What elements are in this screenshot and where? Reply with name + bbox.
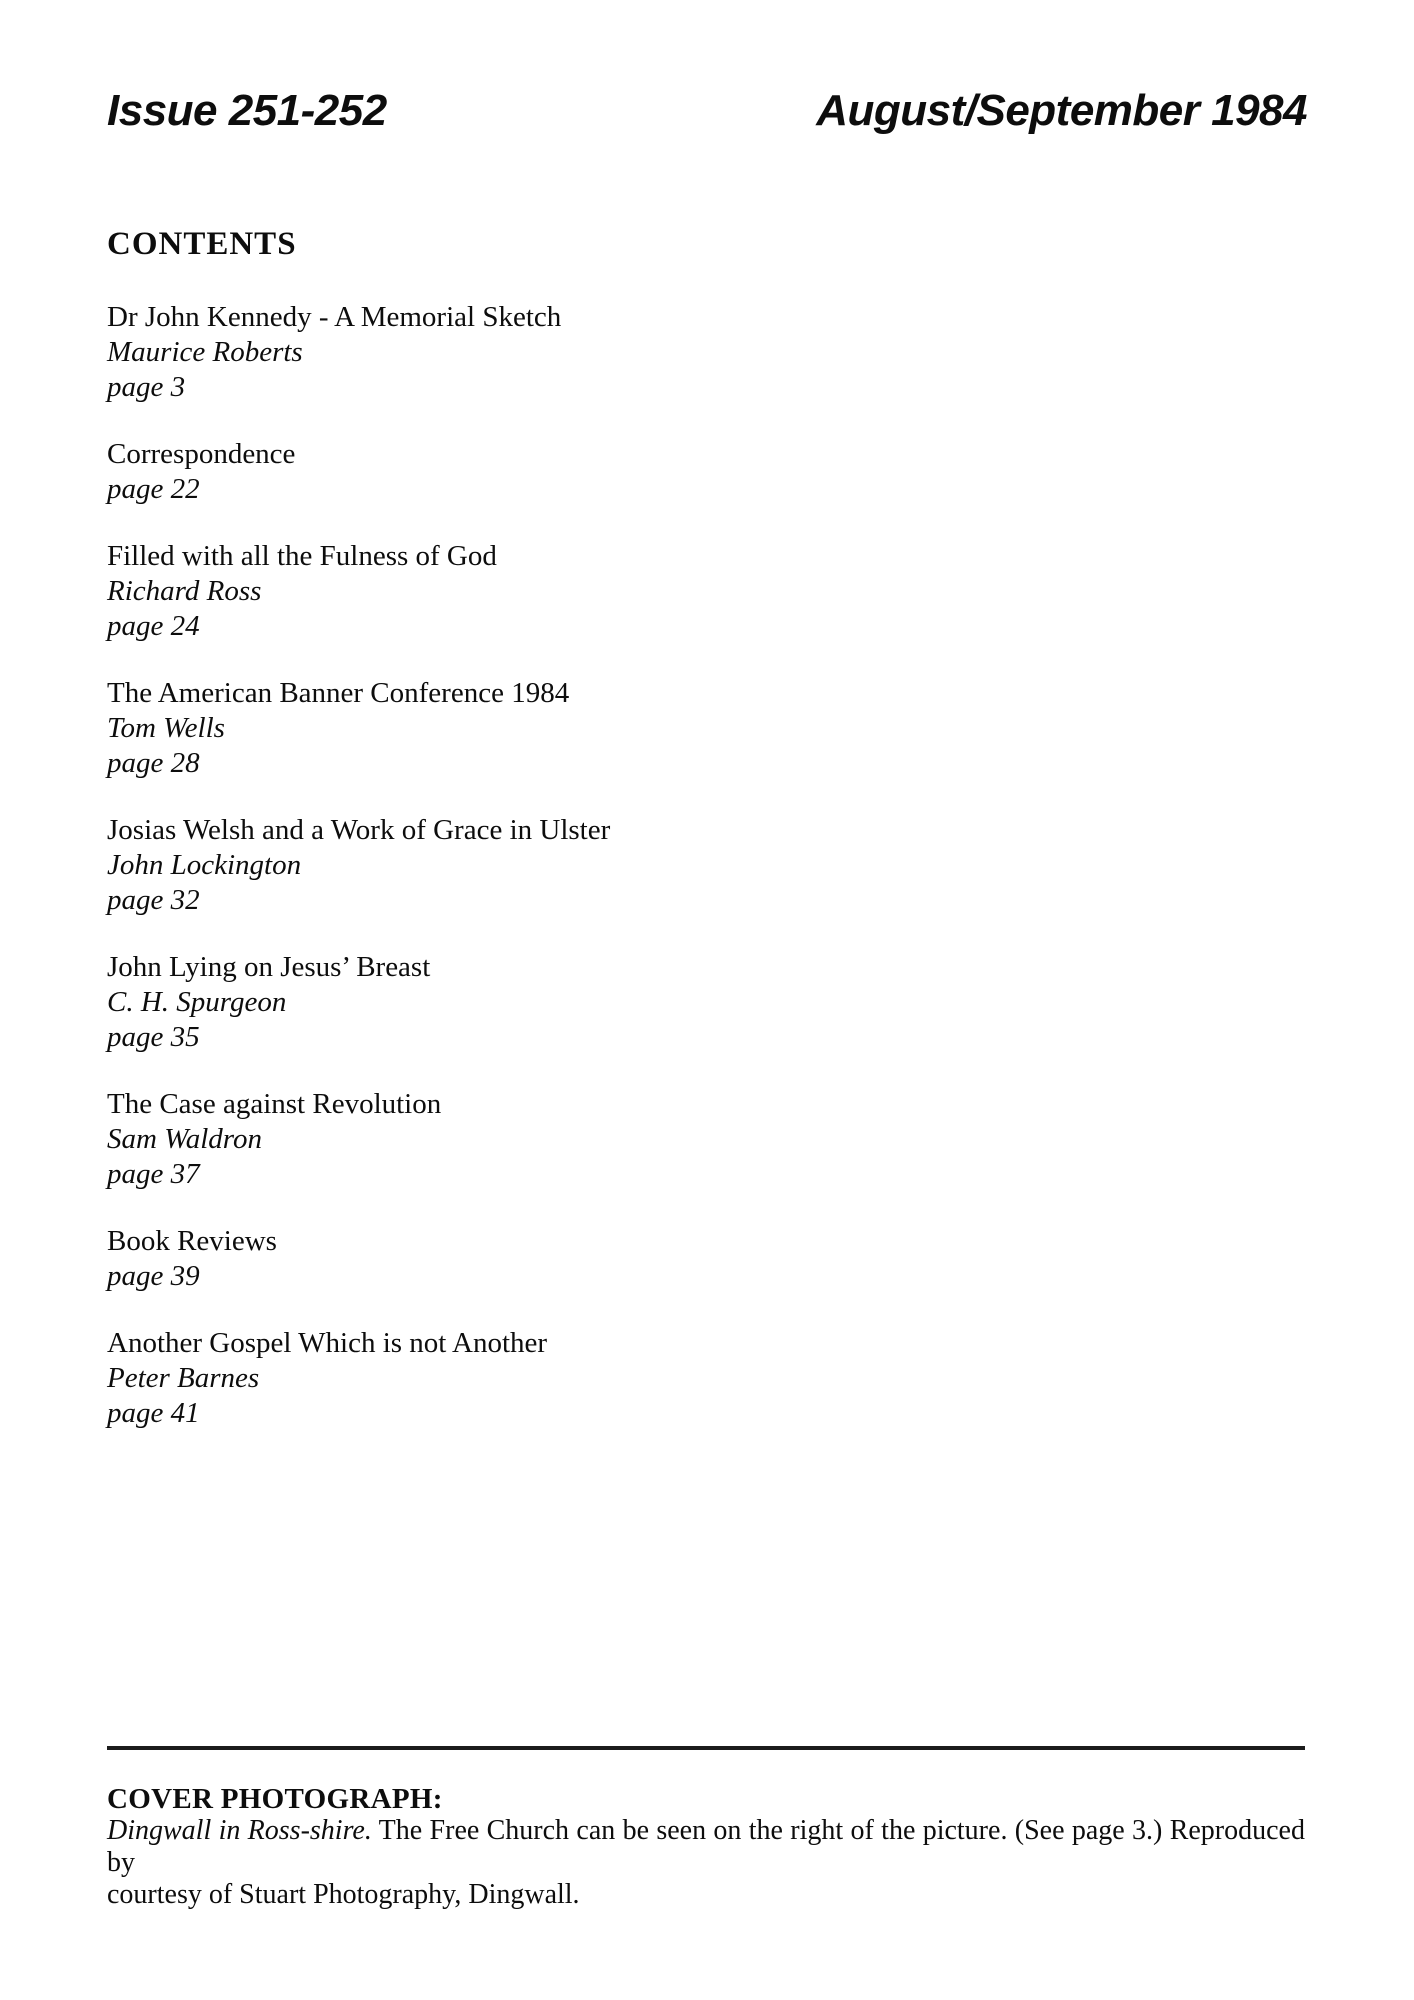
article-title: Filled with all the Fulness of God (107, 540, 497, 572)
article-title: Correspondence (107, 438, 296, 470)
article-page: page 32 (107, 884, 200, 916)
article-title: John Lying on Jesus’ Breast (107, 951, 431, 983)
article-author: Tom Wells (107, 712, 225, 744)
article-title: Book Reviews (107, 1225, 277, 1257)
contents-heading: CONTENTS (107, 226, 297, 262)
toc-entry (107, 950, 1307, 1055)
article-page: page 37 (107, 1158, 200, 1190)
toc-entry (107, 813, 1307, 918)
article-title: Dr John Kennedy - A Memorial Sketch (107, 301, 562, 333)
toc-entry (107, 1224, 1307, 1294)
article-author: Maurice Roberts (107, 336, 303, 368)
caption-place: Dingwall in Ross-shire. (107, 1815, 372, 1846)
article-page: page 22 (107, 473, 200, 505)
toc-entry (107, 676, 1307, 781)
article-author: Peter Barnes (107, 1362, 260, 1394)
toc-entry (107, 300, 1307, 405)
toc-entry (107, 1087, 1307, 1192)
article-author: John Lockington (107, 849, 302, 881)
caption-line-1 (107, 1815, 1305, 1879)
toc-entry (107, 539, 1307, 644)
article-page: page 41 (107, 1397, 200, 1429)
article-page: page 28 (107, 747, 200, 779)
cover-photograph-caption (107, 1815, 1305, 1911)
toc-entry (107, 437, 1307, 507)
article-page: page 24 (107, 610, 200, 642)
article-author: C. H. Spurgeon (107, 986, 287, 1018)
table-of-contents (107, 300, 1307, 1463)
caption-line-2: courtesy of Stuart Photography, Dingwall. (107, 1879, 580, 1910)
cover-photograph-label: COVER PHOTOGRAPH: (107, 1783, 443, 1815)
footer-divider (107, 1746, 1305, 1750)
article-page: page 39 (107, 1260, 200, 1292)
article-title: Another Gospel Which is not Another (107, 1327, 548, 1359)
article-page: page 35 (107, 1021, 200, 1053)
article-author: Sam Waldron (107, 1123, 262, 1155)
article-author: Richard Ross (107, 575, 262, 607)
issue-number: Issue 251-252 (107, 86, 387, 135)
article-title: The American Banner Conference 1984 (107, 677, 570, 709)
article-page: page 3 (107, 371, 186, 403)
article-title: Josias Welsh and a Work of Grace in Ulster (107, 814, 611, 846)
page-header (107, 86, 1307, 136)
toc-entry (107, 1326, 1307, 1431)
caption-description: The Free Church can be seen on the right of the picture. (See page 3.) Reproduced by (107, 1815, 1305, 1878)
article-title: The Case against Revolution (107, 1088, 442, 1120)
issue-date: August/September 1984 (816, 86, 1307, 135)
